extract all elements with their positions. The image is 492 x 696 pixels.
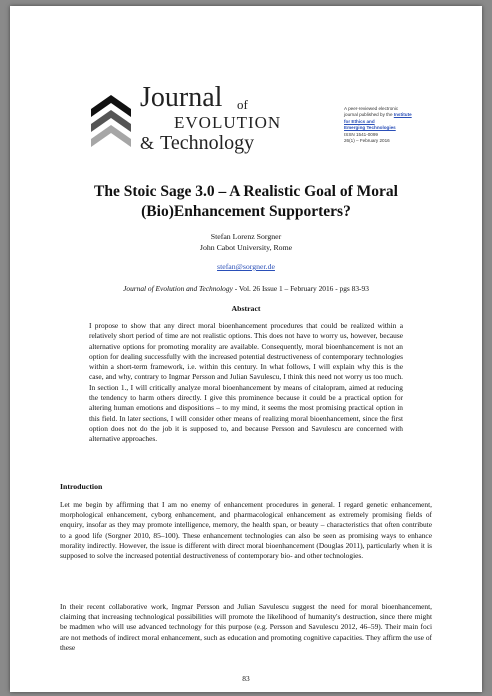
abstract-text: I propose to show that any direct moral bioenhancement procedures that could be realized within a relatively short period of time are not realistic options. This does not have to worry us, however, because alternative options for promoting morality are available. Consequently, moral bioenhancement is not an option for dealing successfully with the increased potential destructiveness of contemporary technologies within a short-term framework, i.e. within this century. In what follows, I will explain why this is the case, and why, contrary to Ingmar Persson and Julian Savulescu, I think this need not worry us too much. In section 1., I will critically analyze moral bioenhancement by means of citalopram, aimed at reducing the tendency to harm others directly. I give this prominence because it could be a practical option for altering human emotions and dispositions – to my mind, it seems the most promising practical option in this field. In later sections, I will consider other means of realizing moral bioenhancement, since the first option does not do the job it is supposed to, and because Persson and Savulescu are concerned with alternative approaches.: [89, 321, 403, 444]
logo-ampersand: &: [140, 133, 155, 153]
ieet-link-part2[interactable]: for Ethics and: [344, 118, 375, 124]
issue-date: 26(1) – February 2016: [344, 138, 390, 144]
citation-journal-name: Journal of Evolution and Technology: [123, 284, 233, 293]
article-title: [50, 182, 442, 222]
title-line-2: (Bio)Enhancement Supporters?: [141, 203, 351, 220]
chevron-stack-logo-icon: [88, 92, 134, 152]
journal-info: [344, 106, 454, 144]
page-number: 83: [242, 674, 250, 683]
body-paragraph-2: In their recent collaborative work, Ingmar Persson and Julian Savulescu suggest the need for moral bioenhancement, claiming that increasing technological possibilities will promote the likelihood of humanity's destruction, since there might be madmen who will use advanced technology for this purpose (e.g. Persson and Savulescu 2012, 46–59). Their main foci are not methods of indirect moral enhancement, such as education and promoting cognitive capacities. They affirm the use of these: [60, 602, 432, 652]
citation-line: [50, 284, 442, 293]
body-paragraph-1: Let me begin by affirming that I am no enemy of enhancement procedures in general. I regard genetic enhancement, morphological enhancement, cyborg enhancement, and pharmacological enhancement as extremely promising fields of enquiry, insofar as they may promote intelligence, memory, the health span, or beauty – characteristics that often contribute to a good life (Sorgner 2010, 85–100). These enhancement technologies can also be seen as promising ways to enhance morality indirectly. However, the issue is different with direct moral bioenhancement (Douglas 2011), particularly when it is supposed to solve the increased potential destructiveness of contemporary bio- and other technologies.: [60, 500, 432, 561]
institute-link[interactable]: Institute: [393, 112, 412, 118]
author-name: Stefan Lorenz Sorgner: [210, 232, 282, 241]
journal-info-line1: A peer-reviewed electronic: [344, 106, 399, 111]
citation-details: - Vol. 26 Issue 1 – February 2016 - pgs 83-93: [232, 284, 369, 293]
document-page: [10, 6, 482, 692]
logo-evolution: EVOLUTION: [174, 113, 282, 132]
logo-of: of: [237, 97, 248, 112]
ieet-link-part3[interactable]: Emerging Technologies: [344, 125, 396, 131]
introduction-heading: Introduction: [60, 482, 103, 491]
author-email-link[interactable]: stefan@sorgner.de: [217, 262, 275, 271]
logo-technology: Technology: [160, 132, 255, 154]
abstract-heading: Abstract: [231, 304, 261, 313]
journal-info-line2: journal published by the: [344, 112, 393, 118]
journal-logo: [88, 84, 338, 166]
issn: ISSN 1541-0099: [344, 131, 378, 137]
author-affiliation: John Cabot University, Rome: [199, 243, 293, 252]
title-line-1: The Stoic Sage 3.0 – A Realistic Goal of Moral: [94, 183, 398, 200]
author-block: [50, 231, 442, 253]
logo-journal: Journal: [140, 82, 223, 113]
